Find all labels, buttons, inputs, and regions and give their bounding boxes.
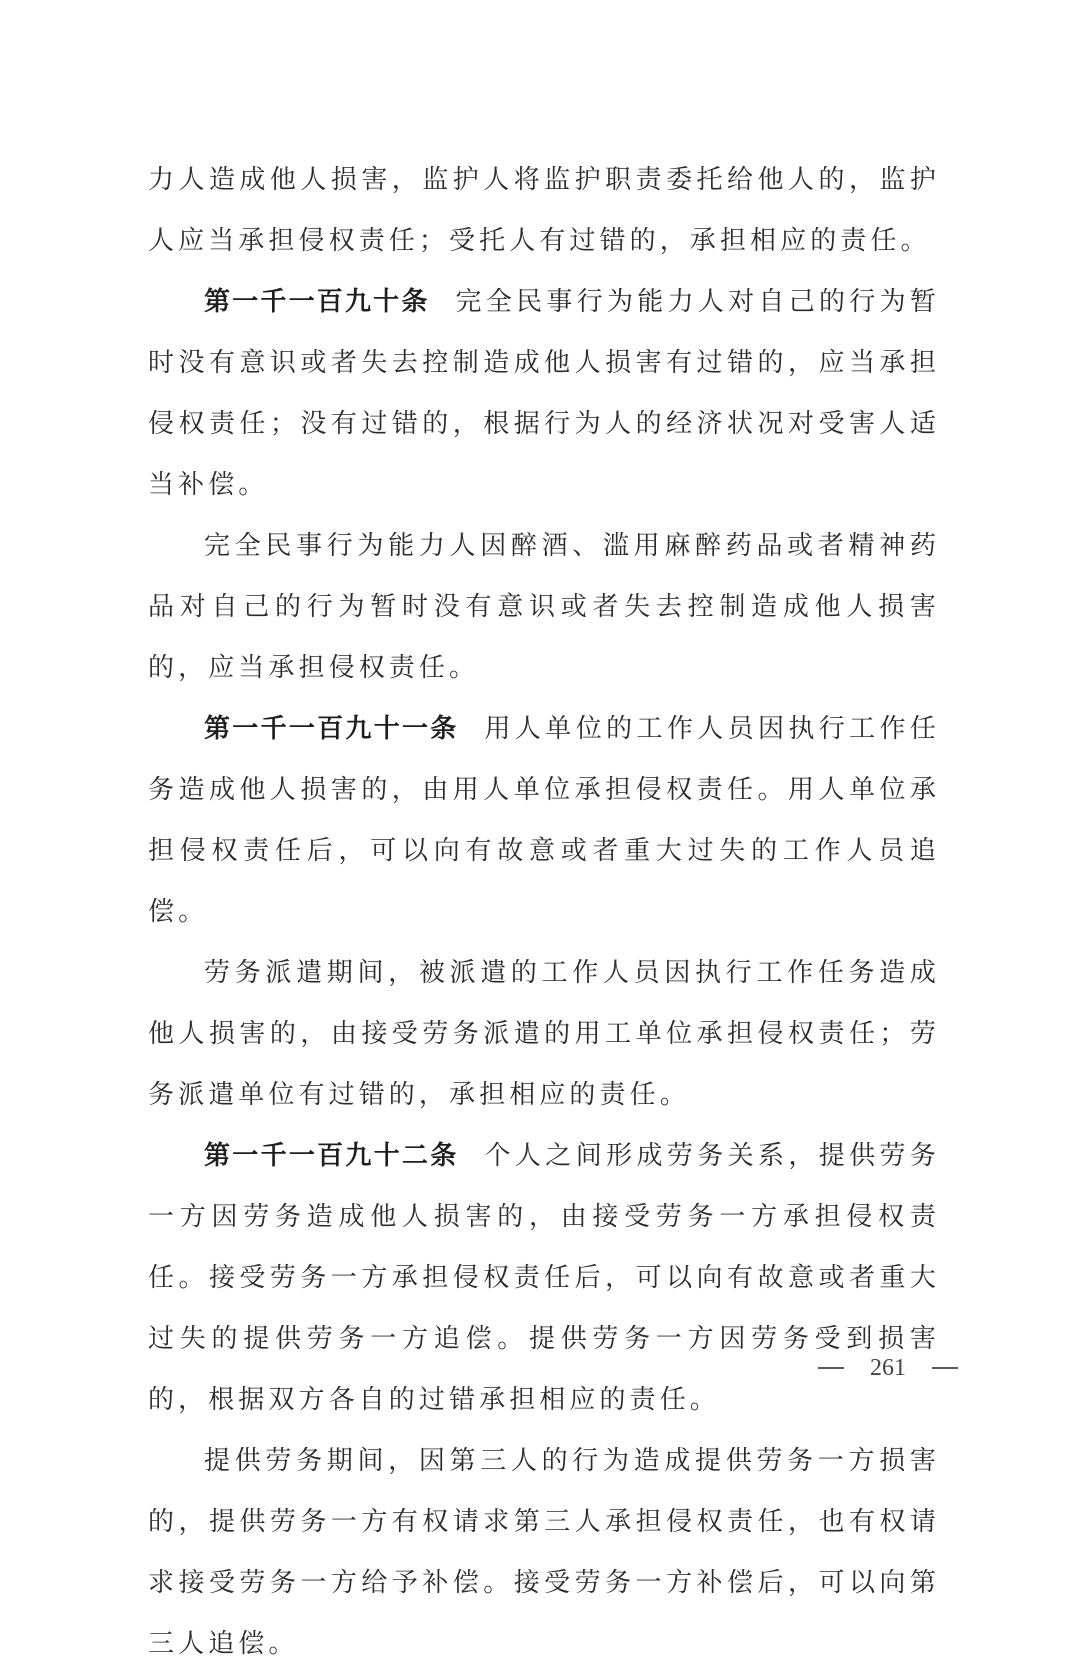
body-text [148,150,940,1675]
article-title: 第一千一百九十二条 [204,1141,459,1171]
article-1190 [148,272,940,516]
article-1191 [148,699,940,943]
article-text: 用人单位的工作人员因执行工作任务造成他人损害的，由用人单位承担侵权责任。用人单位承担侵权责任后，可以向有故意或者重大过失的工作人员追偿。 [148,714,940,927]
article-title: 第一千一百九十一条 [204,714,459,744]
page-footer [818,1352,958,1384]
article-text: 完全民事行为能力人对自己的行为暂时没有意识或者失去控制造成他人损害有过错的，应当承担侵权责任；没有过错的，根据行为人的经济状况对受害人适当补偿。 [148,287,940,500]
paragraph-text: 提供劳务期间，因第三人的行为造成提供劳务一方损害的，提供劳务一方有权请求第三人承担侵权责任，也有权请求接受劳务一方给予补偿。接受劳务一方补偿后，可以向第三人追偿。 [148,1446,940,1659]
paragraph-text: 劳务派遣期间，被派遣的工作人员因执行工作任务造成他人损害的，由接受劳务派遣的用工单位承担侵权责任；劳务派遣单位有过错的，承担相应的责任。 [148,958,940,1110]
paragraph [148,516,940,699]
footer-dash-right [932,1367,958,1369]
page-number: 261 [870,1354,906,1381]
paragraph-text: 力人造成他人损害，监护人将监护职责委托给他人的，监护人应当承担侵权责任；受托人有过错的，承担相应的责任。 [148,165,940,256]
paragraph-text: 完全民事行为能力人因醉酒、滥用麻醉药品或者精神药品对自己的行为暂时没有意识或者失去控制造成他人损害的，应当承担侵权责任。 [148,531,940,683]
footer-dash-left [818,1367,844,1369]
paragraph-continued [148,150,940,272]
paragraph [148,943,940,1126]
paragraph [148,1431,940,1675]
article-1192 [148,1126,940,1431]
article-title: 第一千一百九十条 [204,287,430,317]
article-text: 个人之间形成劳务关系，提供劳务一方因劳务造成他人损害的，由接受劳务一方承担侵权责任。接受劳务一方承担侵权责任后，可以向有故意或者重大过失的提供劳务一方追偿。提供劳务一方因劳务受到损害的，根据双方各自的过错承担相应的责任。 [148,1141,940,1415]
